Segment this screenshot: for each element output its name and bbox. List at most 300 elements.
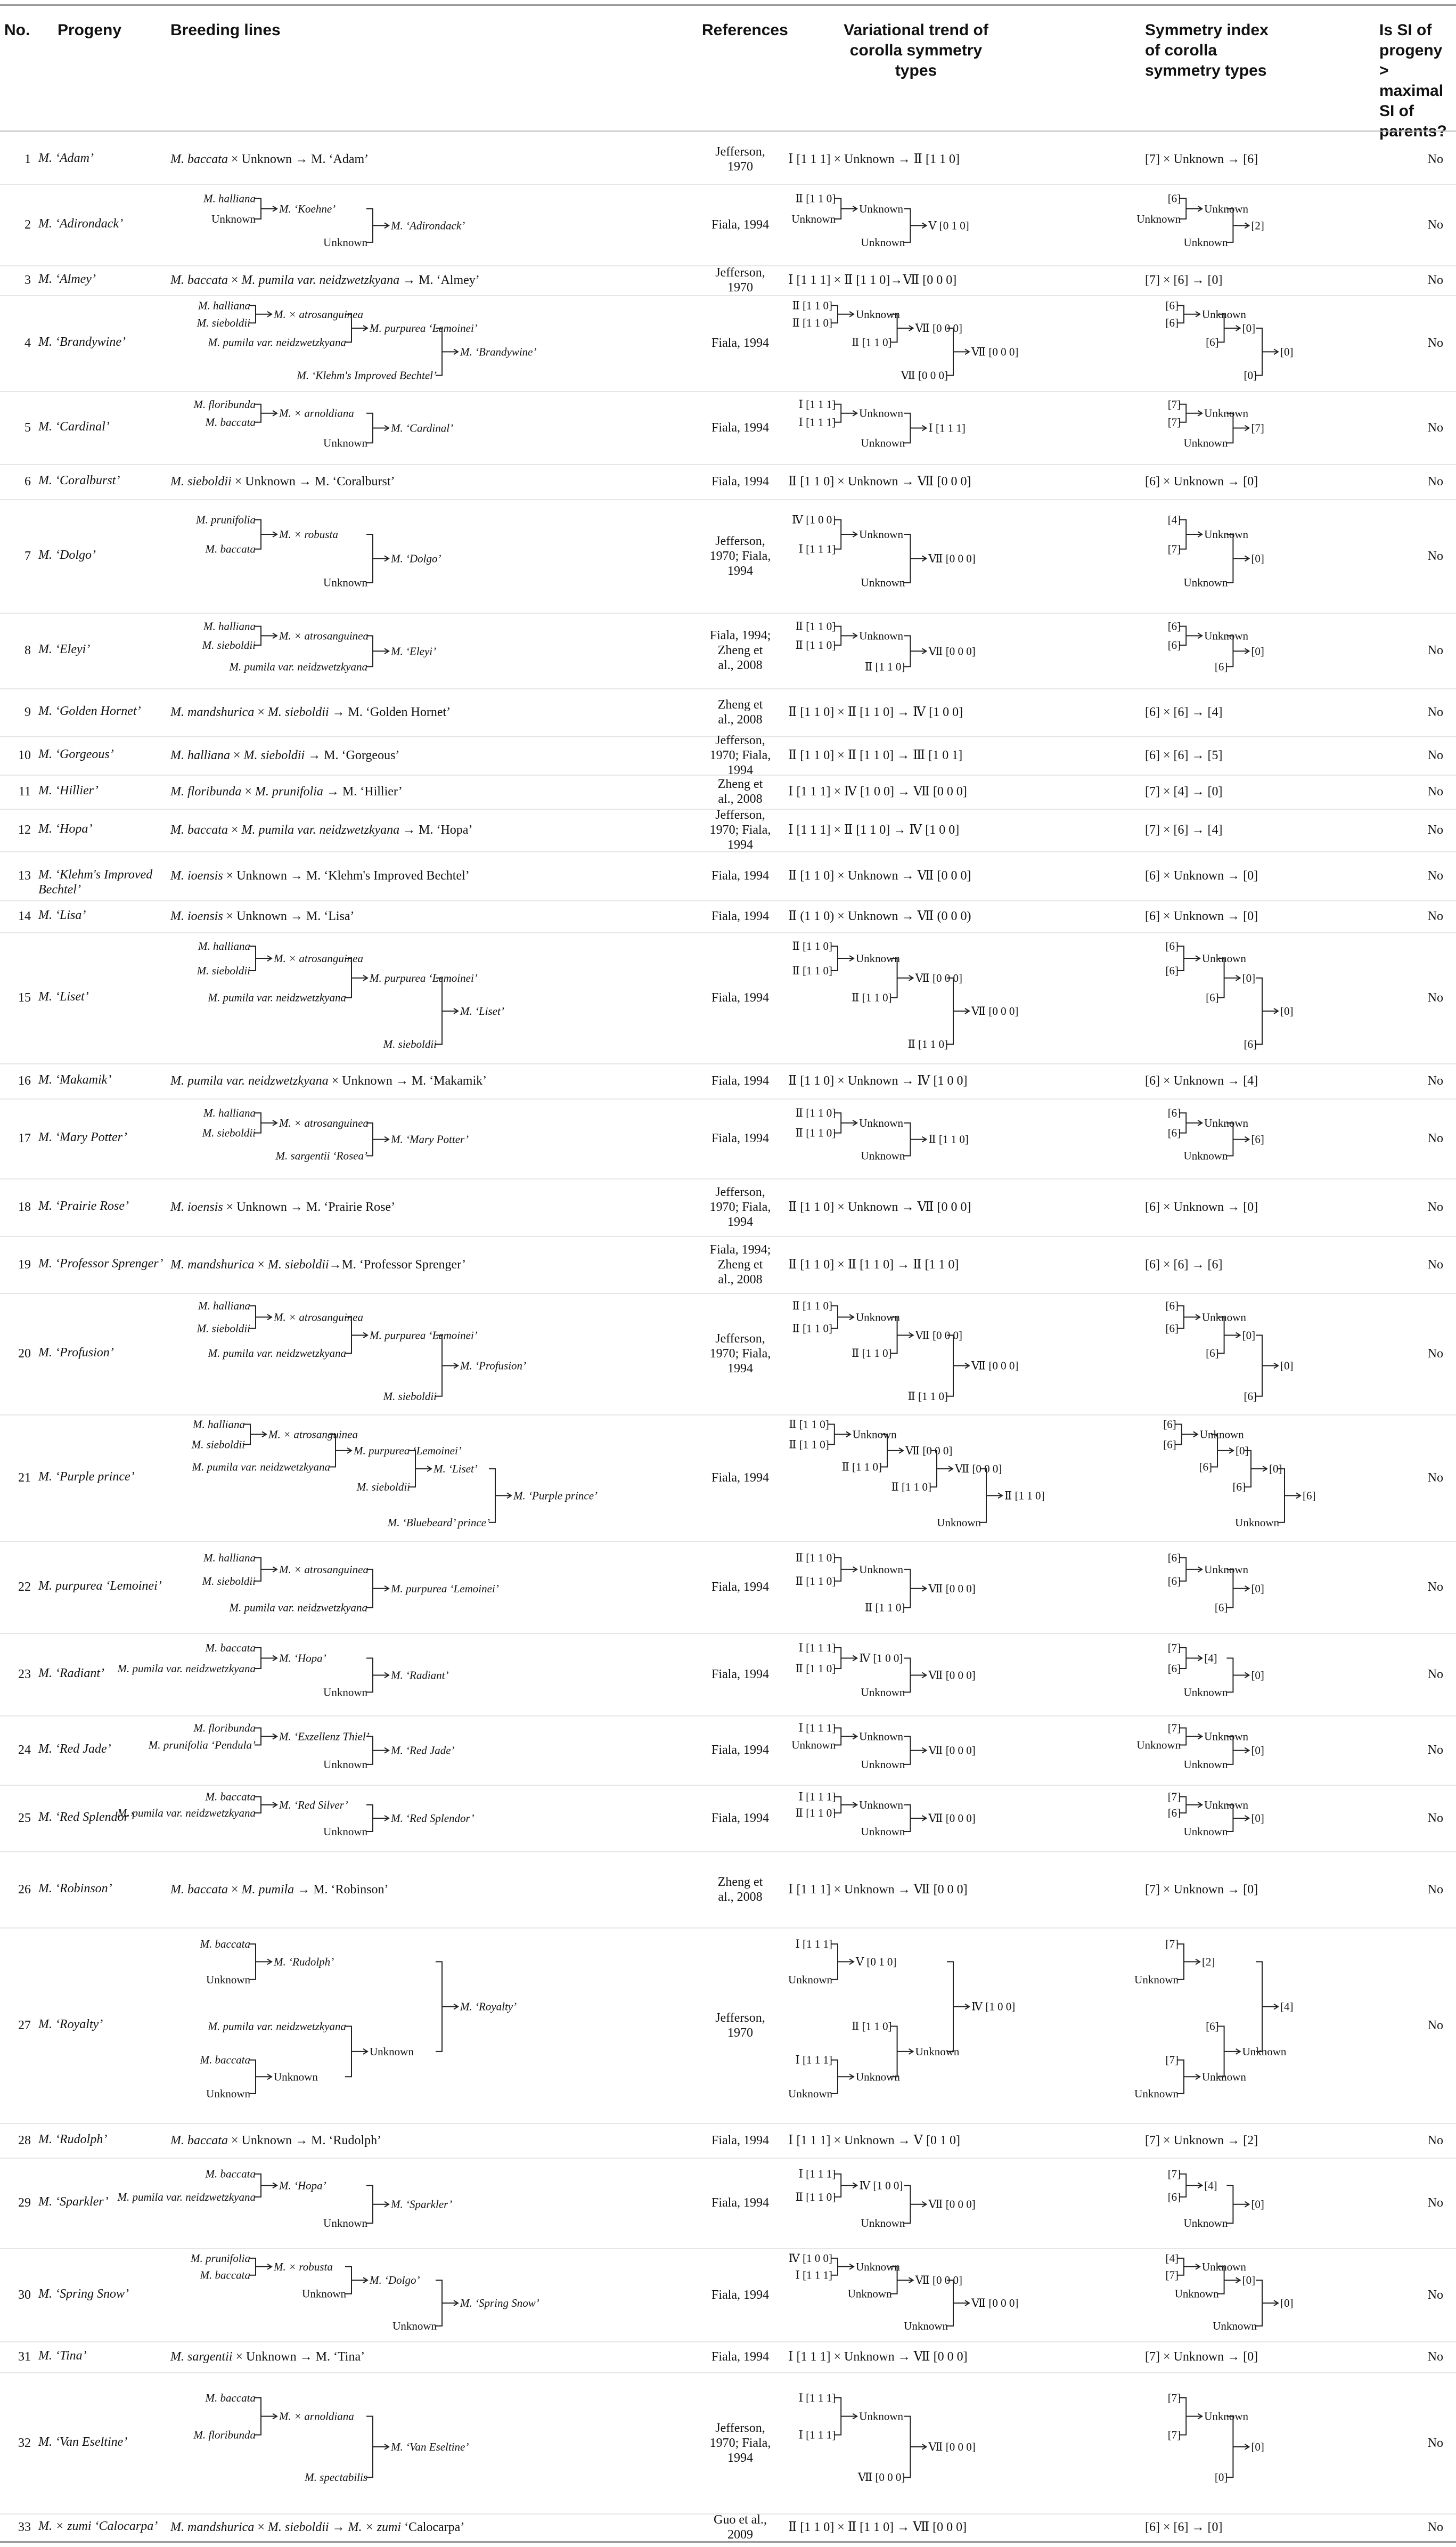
bracket-line <box>255 1113 277 1133</box>
si-comparison-answer: No <box>1427 644 1443 657</box>
reference: 1970; Fiala, <box>709 823 771 837</box>
bracket-line <box>904 413 926 443</box>
tree-label: [7] <box>1165 2053 1179 2066</box>
tree-label: [6] <box>1165 316 1179 330</box>
tree-label: M. purpurea ‘Lemoinei’ <box>370 971 478 984</box>
tree-label: M. pumila var. neidzwetzkyana <box>208 991 346 1004</box>
reference: 1970; Fiala, <box>709 1347 771 1361</box>
tree-label: [7] <box>1251 421 1264 435</box>
tree-label: [0] <box>1251 2440 1264 2453</box>
tree-label: [0] <box>1280 345 1294 359</box>
bracket-line <box>1177 2060 1200 2094</box>
row-number: 26 <box>18 1882 31 1897</box>
tree-label: Unknown <box>1242 2045 1287 2058</box>
tree-label: Ⅱ [1 1 0] <box>852 991 892 1004</box>
tree-label: M. ‘Eleyi’ <box>391 645 437 658</box>
tree-label: M. sieboldii <box>202 638 256 652</box>
tree-label: [7] <box>1167 1641 1181 1655</box>
tree-label: Ⅱ [1 1 0] <box>795 192 836 205</box>
reference: Zheng et <box>717 1875 763 1889</box>
row-number: 19 <box>18 1257 31 1272</box>
tree-label: Ⅶ [0 0 0] <box>928 2198 976 2211</box>
tree-label: Ⅱ [1 1 0] <box>789 1438 829 1451</box>
tree-label: [0] <box>1242 971 1256 984</box>
reference: 1970; Fiala, <box>709 748 771 762</box>
tree-label: [6] <box>1244 1389 1257 1403</box>
tree-label: Ⅱ [1 1 0] <box>792 964 832 977</box>
tree-label: Ⅱ [1 1 0] <box>792 1299 832 1313</box>
tree-label: Ⅶ [0 0 0] <box>901 369 948 382</box>
breeding-line: M. mandshurica × M. sieboldii → M. × zumi ‘Calocarpa’ <box>170 2520 465 2534</box>
tree-label: Ⅶ [0 0 0] <box>928 1811 976 1825</box>
bracket-line <box>366 534 389 583</box>
breeding-line: M. baccata × Unknown → M. ‘Adam’ <box>170 152 369 166</box>
progeny-name: M. ‘Hopa’ <box>38 822 93 836</box>
bracket-line <box>1180 404 1202 422</box>
bracket-line <box>249 1306 272 1328</box>
reference: Fiala, 1994 <box>711 1074 769 1088</box>
reference: Fiala, 1994 <box>711 1667 769 1681</box>
tree-label: Ⅰ [1 1 1] <box>795 2053 832 2066</box>
symmetry-index-cell: [6] × Unknown → [0] <box>1145 869 1258 883</box>
trend-cell: Ⅱ [1 1 0] × Ⅱ [1 1 0] → Ⅱ [1 1 0] <box>788 1257 959 1272</box>
row-number: 12 <box>18 823 31 837</box>
tree-label: [6] <box>1165 1299 1179 1313</box>
symmetry-index-cell: [7] × Unknown → [6] <box>1145 152 1258 166</box>
tree-label: Unknown <box>1134 1973 1179 1986</box>
tree-label: Ⅱ [1 1 0] <box>928 1133 969 1146</box>
reference: Fiala, 1994 <box>711 991 769 1005</box>
tree-label: Unknown <box>859 2410 904 2423</box>
bracket-line <box>436 1335 458 1396</box>
symmetry-index-cell: [6] × [6] → [6] <box>1145 1257 1223 1272</box>
tree-label: Unknown <box>323 235 367 249</box>
si-comparison-answer: No <box>1427 869 1443 883</box>
tree-label: M. floribunda <box>193 397 256 411</box>
tree-label: Unknown <box>1136 213 1181 226</box>
tree-label: M. pumila var. neidzwetzkyana <box>208 2020 346 2033</box>
row-number: 15 <box>18 991 31 1005</box>
tree-label: [6] <box>1206 991 1219 1004</box>
reference: 2009 <box>727 2528 753 2542</box>
bracket-line <box>1180 2398 1202 2435</box>
tree-label: M. spectabilis <box>305 2471 367 2484</box>
si-comparison-answer: No <box>1427 1132 1443 1145</box>
tree-label: M. halliana <box>198 940 250 953</box>
tree-label: Ⅴ [0 1 0] <box>928 219 969 232</box>
bracket-line <box>1180 2174 1202 2197</box>
bracket-line <box>835 1797 857 1813</box>
tree-label: Unknown <box>1183 1149 1228 1162</box>
tree-label: Unknown <box>211 213 256 226</box>
tree-label: Unknown <box>861 436 905 450</box>
tree-label: [4] <box>1165 2251 1179 2265</box>
bracket-line <box>366 2185 389 2223</box>
tree-label: Ⅳ [1 0 0] <box>791 513 836 526</box>
progeny-name: M. ‘Cardinal’ <box>38 419 110 434</box>
header-references: References <box>702 21 788 39</box>
tree-label: [0] <box>1242 2274 1256 2287</box>
row-number: 11 <box>18 785 31 799</box>
tree-label: Unknown <box>392 2320 437 2333</box>
tree-label: M. × atrosanguinea <box>279 629 369 642</box>
bracket-line <box>244 1425 266 1445</box>
reference: 1994 <box>727 1215 753 1229</box>
bracket-line <box>1180 1728 1202 1745</box>
reference: al., 2008 <box>718 713 763 727</box>
tree-label: Ⅱ [1 1 0] <box>795 2190 836 2203</box>
breeding-line: M. baccata × M. pumila var. neidzwetzkyana → M. ‘Almey’ <box>170 273 480 287</box>
bracket-line <box>489 1469 511 1523</box>
reference: Fiala, 1994 <box>711 475 769 489</box>
trend-cell: Ⅰ [1 1 1] × Ⅳ [1 0 0] → Ⅶ [0 0 0] <box>788 785 967 799</box>
symmetry-index-cell: [7] × [6] → [4] <box>1145 823 1223 837</box>
si-comparison-answer: No <box>1427 1200 1443 1214</box>
tree-label: Unknown <box>323 1757 367 1771</box>
tree-label: M. ‘Van Eseltine’ <box>391 2440 469 2453</box>
si-comparison-answer: No <box>1427 152 1443 166</box>
tree-label: Ⅰ [1 1 1] <box>798 397 836 411</box>
tree-label: Unknown <box>859 1116 904 1129</box>
tree-label: Unknown <box>1199 1428 1244 1441</box>
row-number: 20 <box>18 1347 31 1361</box>
tree-label: M. ‘Red Silver’ <box>279 1798 348 1811</box>
tree-label: Unknown <box>1202 2260 1246 2273</box>
tree-label: [0] <box>1242 1329 1256 1342</box>
tree-label: Unknown <box>1235 1516 1279 1529</box>
row-number: 17 <box>18 1132 31 1145</box>
tree-label: M. sieboldii <box>191 1438 245 1451</box>
progeny-name: M. ‘Adirondack’ <box>38 216 124 231</box>
tree-label: [0] <box>1251 552 1264 565</box>
tree-label: [4] <box>1204 2179 1217 2192</box>
bracket-line <box>1180 519 1202 549</box>
tree-label: Unknown <box>1204 2410 1249 2423</box>
reference: Zheng et <box>717 698 763 712</box>
row-number: 16 <box>18 1074 31 1088</box>
reference: Fiala, 1994 <box>711 2288 769 2302</box>
tree-label: Ⅶ [0 0 0] <box>971 1359 1019 1372</box>
bracket-line <box>1177 1306 1200 1328</box>
row-number: 8 <box>24 644 31 657</box>
reference: 1970; Fiala, <box>709 549 771 563</box>
reference: 1970; Fiala, <box>709 2436 771 2450</box>
tree-label: [0] <box>1251 645 1264 658</box>
tree-label: [2] <box>1202 1955 1215 1968</box>
tree-label: Unknown <box>1174 2287 1219 2300</box>
reference: Fiala, 1994 <box>711 1811 769 1825</box>
reference: 1970 <box>727 160 753 174</box>
trend-cell: Ⅱ [1 1 0] × Ⅱ [1 1 0] → Ⅶ [0 0 0] <box>788 2520 967 2534</box>
si-comparison-answer: No <box>1427 1667 1443 1681</box>
tree-label: [6] <box>1167 638 1181 652</box>
tree-label: [0] <box>1251 2198 1264 2211</box>
progeny-name: M. ‘Sparkler’ <box>38 2195 109 2209</box>
reference: Jefferson, <box>715 1185 765 1199</box>
tree-label: Unknown <box>861 2217 905 2230</box>
row-number: 31 <box>18 2350 31 2364</box>
tree-label: Unknown <box>323 1825 367 1838</box>
tree-label: Ⅶ [0 0 0] <box>915 971 962 984</box>
tree-label: [6] <box>1165 1322 1179 1335</box>
si-comparison-answer: No <box>1427 475 1443 489</box>
tree-label: M. × atrosanguinea <box>279 1116 369 1129</box>
tree-label: M. halliana <box>203 1106 256 1120</box>
tree-label: M. halliana <box>203 1551 256 1565</box>
tree-label: Unknown <box>788 1973 832 1986</box>
tree-label: M. × atrosanguinea <box>279 1563 369 1576</box>
tree-label: Unknown <box>206 1973 250 1986</box>
tree-label: Unknown <box>859 406 904 420</box>
tree-label: M. pumila var. neidzwetzkyana <box>229 1601 367 1614</box>
tree-label: M. ‘Dolgo’ <box>370 2274 420 2287</box>
row-number: 23 <box>18 1667 31 1681</box>
tree-label: [7] <box>1167 1721 1181 1735</box>
tree-label: Ⅳ [1 0 0] <box>971 2000 1016 2013</box>
bracket-line <box>1180 1648 1202 1669</box>
row-number: 1 <box>24 152 31 166</box>
si-comparison-answer: No <box>1427 1471 1443 1485</box>
bracket-line <box>1177 946 1200 971</box>
tree-label: [6] <box>1214 1601 1228 1614</box>
bracket-line <box>366 2416 389 2478</box>
reference: Fiala, 1994 <box>711 2133 769 2147</box>
tree-label: M. baccata <box>205 416 256 429</box>
breeding-line: M. mandshurica × M. sieboldii→M. ‘Professor Sprenger’ <box>170 1257 467 1272</box>
bracket-line <box>1177 2258 1200 2275</box>
tree-label: M. × arnoldiana <box>279 406 354 420</box>
si-comparison-answer: No <box>1427 748 1443 762</box>
tree-label: M. sieboldii <box>383 1389 437 1403</box>
progeny-name: M. ‘Almey’ <box>38 272 96 286</box>
tree-label: [7] <box>1167 2167 1181 2180</box>
tree-label: Unknown <box>323 1686 367 1699</box>
bracket-line <box>831 946 854 971</box>
tree-label: [6] <box>1167 1662 1181 1675</box>
tree-label: M. ‘Klehm's Improved Bechtel’ <box>297 369 437 382</box>
reference: Fiala, 1994 <box>711 2196 769 2210</box>
tree-label: M. baccata <box>200 2053 250 2066</box>
symmetry-index-cell: [7] × [4] → [0] <box>1145 785 1223 799</box>
bracket-line <box>835 2174 857 2197</box>
breeding-line: M. baccata × M. pumila → M. ‘Robinson’ <box>170 1882 389 1897</box>
reference: Fiala, 1994 <box>711 909 769 923</box>
tree-label: [4] <box>1204 1651 1217 1665</box>
bracket-line <box>947 1335 969 1396</box>
bracket-line <box>831 1944 854 1980</box>
si-comparison-answer: No <box>1427 2350 1443 2364</box>
trend-cell: Ⅰ [1 1 1] × Unknown → Ⅶ [0 0 0] <box>788 1882 968 1897</box>
tree-label: M. sieboldii <box>197 316 250 330</box>
bracket-line <box>947 328 969 376</box>
tree-label: M. pumila var. neidzwetzkyana <box>208 336 346 349</box>
tree-label: Ⅰ [1 1 1] <box>928 421 966 435</box>
bracket-line <box>947 1962 969 2051</box>
tree-label: Ⅱ [1 1 0] <box>795 620 836 633</box>
row-number: 33 <box>18 2520 31 2534</box>
tree-label: M. ‘Exzellenz Thiel’ <box>279 1730 370 1743</box>
tree-label: Ⅱ [1 1 0] <box>792 940 832 953</box>
reference: Fiala, 1994 <box>711 336 769 350</box>
tree-label: M. prunifolia <box>195 513 256 526</box>
tree-label: M. sieboldii <box>383 1038 437 1051</box>
tree-label: [4] <box>1280 2000 1294 2013</box>
tree-label: Unknown <box>323 576 367 589</box>
row-number: 13 <box>18 869 31 883</box>
symmetry-index-cell: [6] × [6] → [5] <box>1145 748 1223 762</box>
trend-cell: Ⅱ [1 1 0] × Unknown → Ⅶ [0 0 0] <box>788 869 971 883</box>
tree-label: Unknown <box>852 1428 897 1441</box>
tree-label: Unknown <box>856 307 900 321</box>
header-breeding-lines: Breeding lines <box>170 21 281 39</box>
tree-label: Unknown <box>274 2070 318 2084</box>
si-comparison-answer: No <box>1427 1580 1443 1594</box>
bracket-line <box>1226 534 1249 583</box>
reference: al., 2008 <box>718 1890 763 1904</box>
reference: Fiala, 1994; <box>709 1242 771 1257</box>
progeny-name: M. ‘Robinson’ <box>38 1881 112 1895</box>
breeding-line: M. floribunda × M. prunifolia → M. ‘Hillier’ <box>170 785 403 799</box>
trend-cell: Ⅱ [1 1 0] × Unknown → Ⅳ [1 0 0] <box>788 1074 968 1088</box>
tree-label: M. prunifolia ‘Pendula’ <box>148 1738 256 1752</box>
row-number: 24 <box>18 1743 31 1757</box>
tree-label: Ⅶ [0 0 0] <box>928 552 976 565</box>
header-progeny: Progeny <box>58 21 122 39</box>
reference: 1994 <box>727 1362 753 1376</box>
bracket-line <box>436 1962 458 2051</box>
breeding-line: M. mandshurica × M. sieboldii → M. ‘Golden Hornet’ <box>170 705 451 719</box>
bracket-line <box>835 2398 857 2435</box>
tree-label: M. ‘Bluebeard’ prince’ <box>387 1516 490 1529</box>
trend-cell: Ⅰ [1 1 1] × Unknown → Ⅱ [1 1 0] <box>788 152 960 166</box>
progeny-name: M. ‘Purple prince’ <box>38 1470 135 1484</box>
bracket-line <box>904 209 926 242</box>
tree-label: Ⅴ [0 1 0] <box>856 1955 897 1968</box>
reference: al., 2008 <box>718 1272 763 1287</box>
reference: Fiala, 1994; <box>709 629 771 642</box>
tree-label: M. × atrosanguinea <box>274 307 363 321</box>
tree-label: Unknown <box>1204 1730 1249 1743</box>
tree-label: M. pumila var. neidzwetzkyana <box>208 1347 346 1360</box>
bracket-line <box>436 978 458 1044</box>
tree-label: Unknown <box>791 1738 836 1752</box>
tree-label: Unknown <box>1204 406 1249 420</box>
tree-label: Unknown <box>856 2260 900 2273</box>
bracket-line <box>904 2416 926 2478</box>
reference: 1994 <box>727 2451 753 2465</box>
row-number: 29 <box>18 2196 31 2210</box>
bracket-line <box>1256 1962 1278 2051</box>
tree-label: M. sieboldii <box>197 1322 250 1335</box>
tree-label: M. ‘Liset’ <box>460 1004 504 1018</box>
tree-label: Unknown <box>206 2087 250 2100</box>
tree-label: Ⅰ [1 1 1] <box>795 2268 832 2282</box>
reference: 1994 <box>727 763 753 777</box>
reference: Jefferson, <box>715 534 765 548</box>
tree-label: Unknown <box>1204 1116 1249 1129</box>
tree-label: M. × atrosanguinea <box>268 1428 358 1441</box>
tree-label: Ⅶ [0 0 0] <box>928 1744 976 1757</box>
progeny-name: M. purpurea ‘Lemoinei’ <box>38 1579 162 1593</box>
si-comparison-answer: No <box>1427 705 1443 719</box>
tree-label: Ⅱ [1 1 0] <box>864 1601 905 1614</box>
reference: Guo et al., <box>714 2513 767 2527</box>
tree-label: Unknown <box>1183 1757 1228 1771</box>
reference: Zheng et <box>717 777 763 791</box>
tree-label: [6] <box>1165 940 1179 953</box>
bracket-line <box>255 1728 277 1745</box>
tree-label: Unknown <box>1136 1738 1181 1752</box>
tree-label: Unknown <box>302 2287 346 2300</box>
si-comparison-answer: No <box>1427 2436 1443 2450</box>
tree-label: Unknown <box>861 1757 905 1771</box>
tree-label: M. baccata <box>205 542 256 556</box>
tree-label: Unknown <box>1183 235 1228 249</box>
bracket-line <box>904 636 926 666</box>
tree-label: Unknown <box>937 1516 981 1529</box>
reference: Jefferson, <box>715 734 765 747</box>
reference: Fiala, 1994 <box>711 869 769 883</box>
tree-label: Ⅶ [0 0 0] <box>858 2471 905 2484</box>
tree-label: Unknown <box>1202 952 1246 965</box>
row-number: 7 <box>24 549 31 563</box>
bracket-line <box>366 413 389 443</box>
tree-label: Ⅶ [0 0 0] <box>928 2440 976 2453</box>
tree-label: M. halliana <box>203 192 256 205</box>
reference: Jefferson, <box>715 145 765 159</box>
bracket-line <box>904 1569 926 1608</box>
symmetry-index-cell: [6] × Unknown → [0] <box>1145 1200 1258 1214</box>
bracket-line <box>904 1658 926 1692</box>
tree-label: Ⅶ [0 0 0] <box>915 2274 962 2287</box>
progeny-name: M. ‘Red Jade’ <box>38 1742 111 1756</box>
progeny-name: M. ‘Gorgeous’ <box>38 747 114 761</box>
tree-label: Ⅱ [1 1 0] <box>792 299 832 312</box>
tree-label: [6] <box>1167 1551 1181 1565</box>
progeny-name: M. ‘Profusion’ <box>38 1346 114 1360</box>
trend-cell: Ⅱ (1 1 0) × Unknown → Ⅶ (0 0 0) <box>788 909 971 923</box>
bracket-line <box>255 1797 277 1813</box>
tree-label: Unknown <box>915 2045 960 2058</box>
bracket-line <box>255 2174 277 2197</box>
reference: 1994 <box>727 564 753 578</box>
tree-label: M. × atrosanguinea <box>274 952 363 965</box>
tree-label: Unknown <box>370 2045 414 2058</box>
tree-label: M. × robusta <box>279 528 338 541</box>
bracket-line <box>947 2280 969 2326</box>
tree-label: Unknown <box>904 2320 948 2333</box>
bracket-line <box>255 404 277 422</box>
tree-label: [0] <box>1280 2297 1294 2310</box>
tree-label: M. ‘Rudolph’ <box>274 1955 334 1968</box>
progeny-name: M. ‘Tina’ <box>38 2349 87 2363</box>
tree-label: Ⅶ [0 0 0] <box>955 1462 1002 1476</box>
tree-label: M. ‘Red Splendor’ <box>391 1811 475 1825</box>
tree-label: M. pumila var. neidzwetzkyana <box>192 1460 330 1474</box>
row-number: 27 <box>18 2018 31 2032</box>
tree-label: [2] <box>1251 219 1264 232</box>
tree-label: Unknown <box>1183 576 1228 589</box>
tree-label: M. baccata <box>205 2167 256 2180</box>
bracket-line <box>249 1944 272 1980</box>
tree-label: Unknown <box>859 528 904 541</box>
tree-label: Ⅱ [1 1 0] <box>795 1807 836 1820</box>
row-number: 2 <box>24 217 31 232</box>
bracket-line <box>255 519 277 549</box>
tree-label: [0] <box>1236 1444 1249 1457</box>
trend-cell: Ⅱ [1 1 0] × Ⅱ [1 1 0] → Ⅲ [1 0 1] <box>788 748 963 762</box>
tree-label: Ⅶ [0 0 0] <box>915 322 962 335</box>
